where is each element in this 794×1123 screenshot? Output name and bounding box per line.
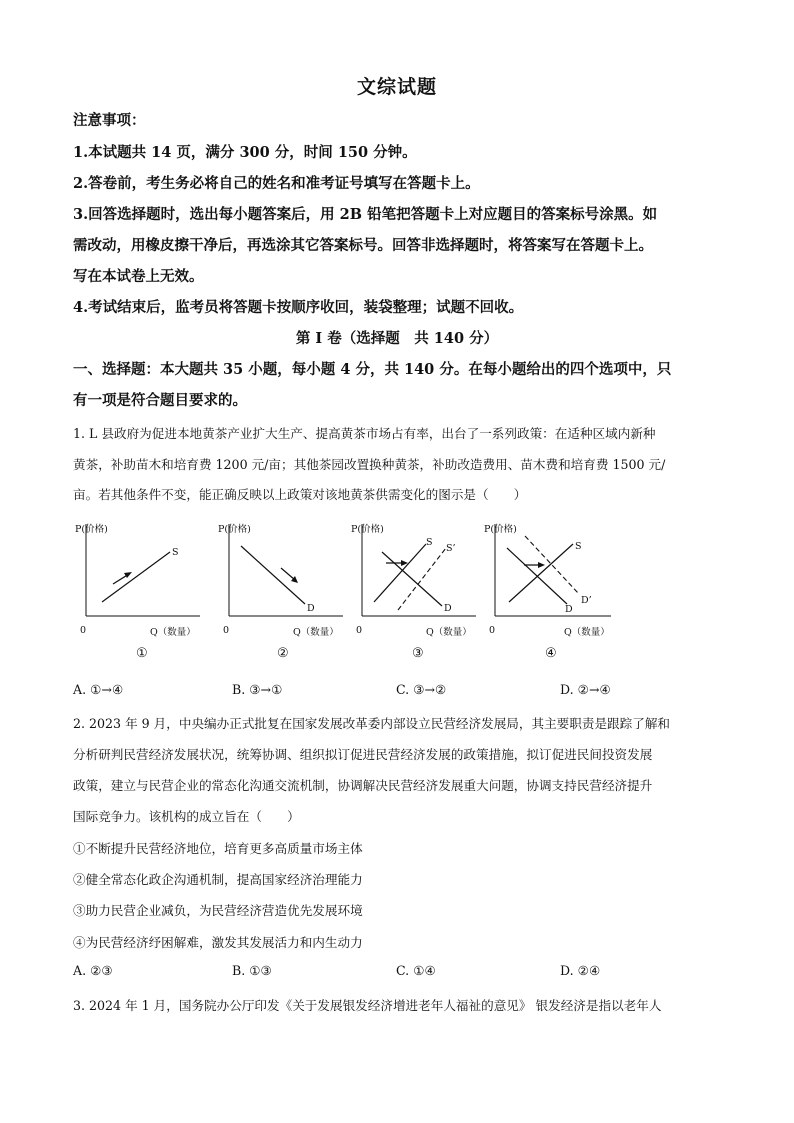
supply-label: S [172,547,179,558]
shift-arrow [281,568,295,580]
graph-3 [346,518,481,667]
supply-label: S [426,537,433,548]
q1-option-a[interactable]: A. ①→④ [73,682,124,697]
q3-text: 3. 2024 年 1 月，国务院办公厅印发《关于发展银发经济增进老年人福祉的意见》 银发经济是指以老年人 [73,998,662,1013]
q2-text: 政策，建立与民营企业的常态化沟通交流机制，协调解决民营经济发展重大问题，协调支持民营经济提升 [73,778,653,793]
q2-text: 分析研判民营经济发展状况，统筹协调、组织拟订促进民营经济发展的政策措施，拟订促进民间投资发展 [73,747,653,762]
notice-line: 1.本试题共 14 页，满分 300 分，时间 150 分钟。 [73,144,417,161]
x-axis-label: Q（数量） [426,627,472,638]
supply-curve [374,544,426,602]
q2-text: 2. 2023 年 9 月，中央编办正式批复在国家发展改革委内部设立民营经济发展局，其主要职责是跟踪了解和 [73,716,671,731]
y-axis-label: P(价格) [75,524,108,535]
y-axis-label: P(价格) [351,524,384,535]
q2-item: ④为民营经济纾困解难，激发其发展活力和内生动力 [73,935,363,950]
q2-option-b[interactable]: B. ①③ [232,963,272,978]
supply-label: S [575,541,582,552]
section-instruction: 一、选择题：本大题共 35 小题，每小题 4 分，共 140 分。在每小题给出的四个选项中，只 [73,361,672,378]
origin-label: 0 [223,625,230,636]
notice-line: 需改动，用橡皮擦干净后，再选涂其它答案标号。回答非选择题时，将答案写在答题卡上。 [73,237,653,254]
q1-text: 黄茶，补助苗木和培育费 1200 元/亩；其他茶园改置换种黄茶，补助改造费用、苗木费和培育费 1500 元/ [73,457,666,472]
q1-text: 1. L 县政府为促进本地黄茶产业扩大生产、提高黄茶市场占有率，出台了一系列政策：在适种区域内新种 [73,426,656,441]
demand-label: D [565,604,573,615]
demand-curve [241,546,305,604]
q2-option-c[interactable]: C. ①④ [396,963,436,978]
notice-line: 写在本试卷上无效。 [73,268,204,285]
q1-text: 亩。若其他条件不变，能正确反映以上政策对该地黄茶供需变化的图示是（ ） [73,487,527,502]
graph-caption: ② [277,646,289,661]
graph-4 [479,518,619,667]
page-title: 文综试题 [356,76,437,98]
notice-line: 4.考试结束后，监考员将答题卡按顺序收回，装袋整理；试题不回收。 [73,299,524,316]
q1-option-b[interactable]: B. ③→① [232,682,283,697]
graph-caption: ① [136,646,148,661]
supply-shifted-label: S’ [446,543,456,554]
y-axis-label: P(价格) [218,524,251,535]
origin-label: 0 [80,625,87,636]
demand-shifted-label: D’ [581,595,592,606]
demand-label: D [444,603,452,614]
section-instruction: 有一项是符合题目要求的。 [73,392,247,409]
q2-option-a[interactable]: A. ②③ [73,963,113,978]
q1-option-c[interactable]: C. ③→② [396,682,447,697]
graph-1 [70,518,205,667]
arrow-head [538,562,545,568]
graph-2 [213,518,348,667]
x-axis-label: Q（数量） [150,627,196,638]
origin-label: 0 [489,625,496,636]
x-axis-label: Q（数量） [564,627,610,638]
y-axis-label: P(价格) [484,524,517,535]
arrow-head [124,572,132,578]
q2-item: ③助力民营企业减负，为民营经济营造优先发展环境 [73,903,363,918]
x-axis-label: Q（数量） [293,627,339,638]
origin-label: 0 [356,625,363,636]
notice-heading: 注意事项： [73,112,146,129]
notice-line: 2.答卷前，考生务必将自己的姓名和准考证号填写在答题卡上。 [73,175,480,192]
q2-item: ②健全常态化政企沟通机制，提高国家经济治理能力 [73,872,363,887]
graph-caption: ③ [412,646,424,661]
demand-label: D [307,603,315,614]
q2-option-d[interactable]: D. ②④ [560,963,601,978]
supply-curve [509,544,573,602]
supply-curve [102,552,170,602]
supply-curve-shifted [398,548,446,610]
notice-line: 3.回答选择题时，选出每小题答案后，用 2B 铅笔把答题卡上对应题目的答案标号涂黑。如 [73,206,658,223]
graph-caption: ④ [545,646,557,661]
q2-text: 国际竞争力。该机构的成立旨在（ ） [73,809,300,824]
q1-option-d[interactable]: D. ②→④ [560,682,611,697]
section-title: 第 I 卷（选择题 共 140 分） [295,330,499,347]
q2-item: ①不断提升民营经济地位，培育更多高质量市场主体 [73,841,363,856]
